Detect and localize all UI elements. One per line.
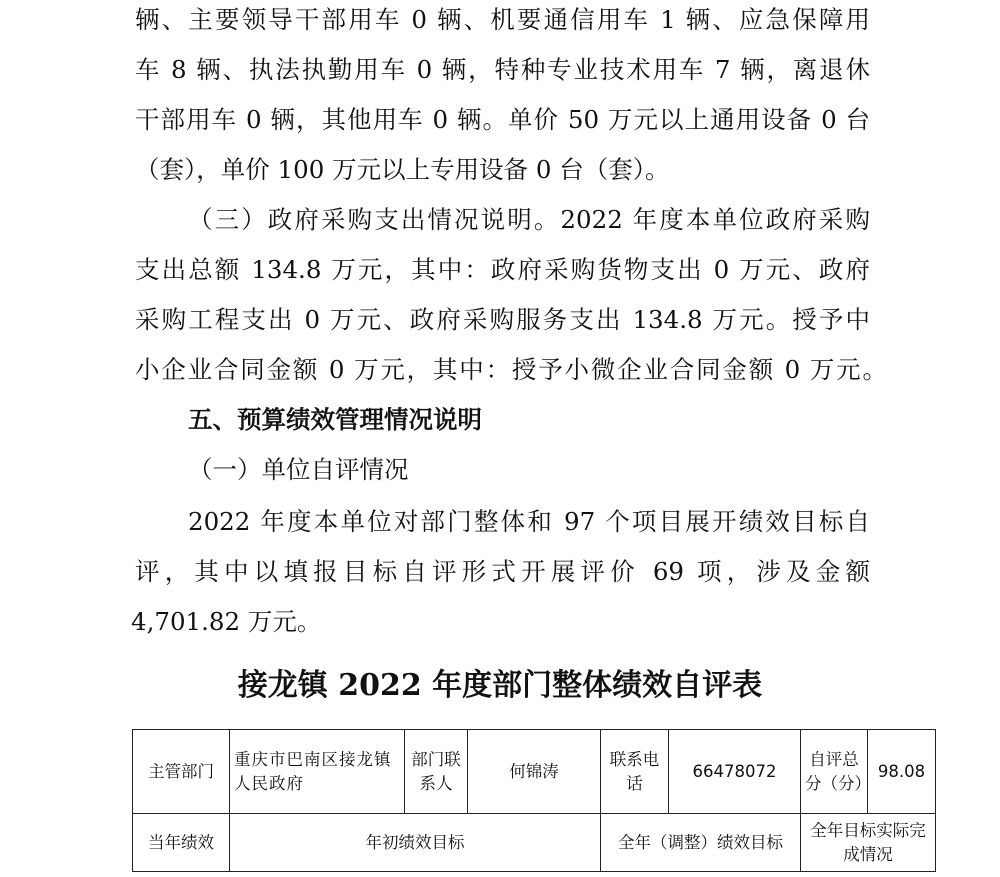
section-heading: 五、预算绩效管理情况说明 bbox=[188, 405, 482, 434]
adjusted-goal-cell: 全年（调整）绩效目标 bbox=[601, 814, 801, 872]
actual-completion-cell: 全年目标实际完成情况 bbox=[801, 814, 936, 872]
score-value-cell: 98.08 bbox=[868, 730, 936, 814]
subsection-heading: （一）单位自评情况 bbox=[188, 455, 409, 484]
phone-value-cell: 66478072 bbox=[669, 730, 801, 814]
performance-evaluation-table bbox=[132, 729, 936, 872]
text-line: 辆、主要领导干部用车 0 辆、机要通信用车 1 辆、应急保障用 bbox=[135, 5, 870, 34]
text-line: 采购工程支出 0 万元、政府采购服务支出 134.8 万元。授予中 bbox=[135, 305, 870, 334]
table-title: 接龙镇 2022 年度部门整体绩效自评表 bbox=[237, 668, 763, 703]
table-row bbox=[133, 730, 936, 814]
text-line: （套），单价 100 万元以上专用设备 0 台（套）。 bbox=[135, 155, 670, 184]
text-line: 车 8 辆、执法执勤用车 0 辆，特种专业技术用车 7 辆，离退休 bbox=[135, 55, 870, 84]
text-line: 小企业合同金额 0 万元，其中：授予小微企业合同金额 0 万元。 bbox=[135, 355, 887, 384]
table-row bbox=[133, 814, 936, 872]
contact-label-cell: 部门联系人 bbox=[405, 730, 468, 814]
text-line: 干部用车 0 辆，其他用车 0 辆。单价 50 万元以上通用设备 0 台 bbox=[135, 105, 870, 134]
phone-label-cell: 联系电话 bbox=[601, 730, 669, 814]
initial-goal-cell: 年初绩效目标 bbox=[230, 814, 601, 872]
text-line: 评，其中以填报目标自评形式开展评价 69 项，涉及金额 bbox=[135, 557, 870, 586]
score-label-cell: 自评总分（分） bbox=[801, 730, 868, 814]
perf-label-cell: 当年绩效 bbox=[133, 814, 230, 872]
contact-value-cell: 何锦涛 bbox=[468, 730, 601, 814]
dept-value-cell: 重庆市巴南区接龙镇人民政府 bbox=[230, 730, 405, 814]
dept-label-cell: 主管部门 bbox=[133, 730, 230, 814]
text-line: 4,701.82 万元。 bbox=[131, 607, 322, 636]
text-line: 支出总额 134.8 万元，其中：政府采购货物支出 0 万元、政府 bbox=[135, 255, 870, 284]
text-line: 2022 年度本单位对部门整体和 97 个项目展开绩效目标自 bbox=[188, 507, 870, 536]
text-line: （三）政府采购支出情况说明。2022 年度本单位政府采购 bbox=[188, 205, 870, 234]
